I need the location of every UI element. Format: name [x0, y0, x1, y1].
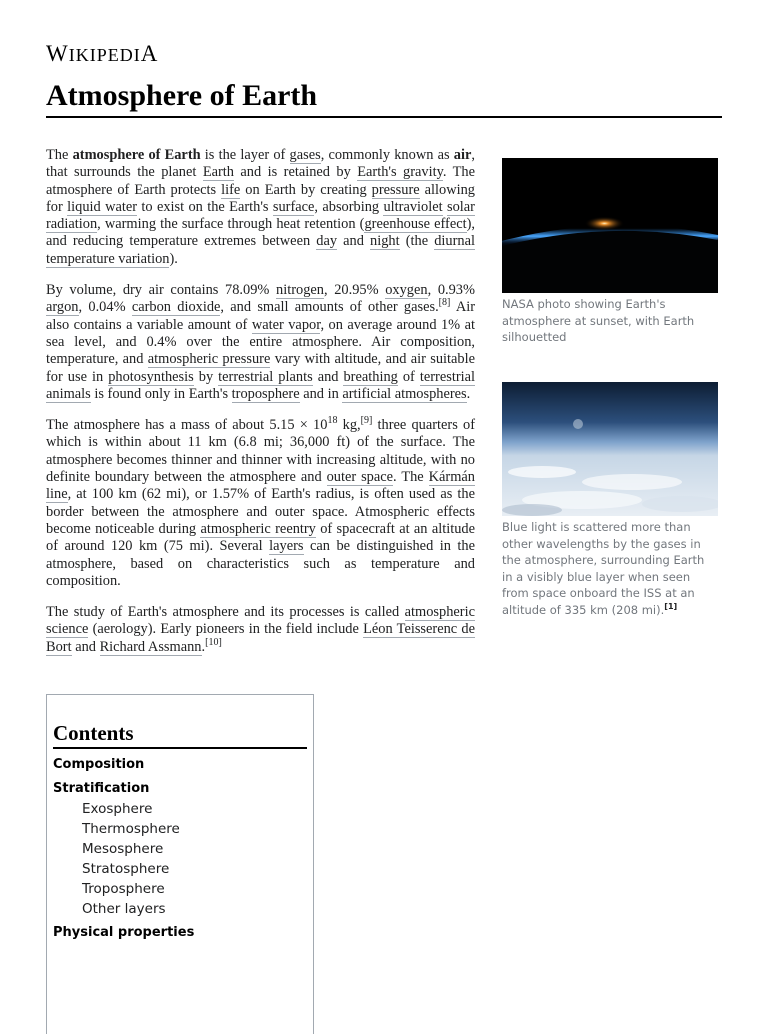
article-link[interactable]: atmospheric reentry: [200, 520, 316, 537]
toc-item-physical-properties[interactable]: Physical properties: [53, 925, 195, 940]
article-link[interactable]: terrestrial animals: [46, 368, 475, 402]
toc-list: [53, 755, 307, 943]
figure-blue-layer-caption: [502, 519, 718, 619]
toc-item-mesosphere[interactable]: Mesosphere: [82, 841, 164, 857]
article-link[interactable]: outer space: [326, 469, 394, 486]
citation-ref[interactable]: [9]: [360, 415, 373, 427]
text-run: .: [466, 385, 471, 402]
article-link[interactable]: diurnal temperature variation: [46, 233, 475, 267]
text-run: can be distinguished in the atmosphere, based on characteristics such as temperature and composition.: [46, 538, 475, 589]
wordmark-first: W: [46, 41, 69, 66]
article-link[interactable]: troposphere: [231, 385, 300, 402]
article-link[interactable]: atmospheric science: [46, 604, 475, 638]
article-link[interactable]: pressure: [371, 181, 420, 198]
article-link[interactable]: artificial atmospheres: [342, 385, 467, 402]
article-link[interactable]: Kármán line: [46, 469, 475, 503]
figure-sunset-caption: NASA photo showing Earth's atmosphere at sunset, with Earth silhouetted: [502, 297, 695, 345]
caption-text: Blue light is scattered more than other wavelengths by the gases in the atmosphere, surrounding Earth in a visibly blue layer when seen from space onboard the ISS at an altitude of 335 km (208 mi).: [502, 520, 705, 617]
text-run: and: [71, 638, 100, 655]
article-link[interactable]: life: [221, 181, 241, 198]
text-run: .: [201, 638, 206, 655]
toc-title: Contents: [53, 719, 307, 749]
article-link[interactable]: Earth's gravity: [357, 164, 443, 181]
text-run: , at 100 km (62 mi), or 1.57% of Earth's radius, is often used as the border between the atmosphere and outer space. Atmospheric effects become noticeable during: [46, 486, 475, 537]
article-body: [46, 147, 475, 670]
article-link[interactable]: terrestrial plants: [218, 368, 313, 385]
citation-ref[interactable]: [1]: [664, 602, 678, 612]
article-link[interactable]: greenhouse effect: [364, 216, 467, 233]
toc-item-stratosphere[interactable]: Stratosphere: [82, 861, 170, 877]
text-run: The: [46, 147, 73, 163]
text-run: , and small amounts of other gases.: [220, 299, 439, 316]
toc-item-other-layers[interactable]: Other layers: [82, 901, 166, 917]
text-run: . The atmosphere of Earth protects: [46, 164, 476, 198]
wordmark-last: A: [140, 41, 159, 66]
toc-item-exosphere[interactable]: Exosphere: [82, 801, 153, 817]
text-run: and is retained by: [233, 164, 358, 181]
article-link[interactable]: layers: [269, 538, 304, 555]
wordmark-rest: IKIPEDI: [68, 45, 141, 65]
text-run: Air also contains a variable amount of: [46, 299, 475, 333]
paragraph-4: [46, 604, 475, 656]
text-run: of spacecraft at an altitude of around 120 km (75 mi). Several: [46, 520, 475, 555]
toc-item-composition[interactable]: Composition: [53, 757, 145, 772]
text-run: . The: [393, 469, 429, 486]
article-link[interactable]: gases: [289, 147, 321, 163]
text-run: (aerology). Early pioneers in the field include: [88, 621, 364, 638]
paragraph-1: [46, 147, 475, 268]
article-link[interactable]: surface: [272, 198, 315, 215]
page-title: Atmosphere of Earth: [46, 76, 722, 118]
text-run: The study of Earth's atmosphere and its processes is called: [46, 604, 405, 621]
text-run: on Earth by creating: [240, 181, 372, 198]
text-run: of: [397, 368, 420, 385]
text-run: vary with altitude, and air suitable for use in: [46, 351, 475, 385]
text-run: By volume, dry air contains 78.09%: [46, 282, 277, 299]
article-link[interactable]: argon: [46, 299, 79, 316]
text-run: is the layer of: [200, 147, 290, 163]
text-run: , 0.93%: [427, 282, 475, 299]
article-link[interactable]: water vapor: [251, 316, 321, 333]
toc-item-troposphere[interactable]: Troposphere: [82, 881, 165, 897]
text-run: , absorbing: [314, 198, 384, 215]
paragraph-3: [46, 417, 475, 590]
citation-ref[interactable]: 18: [327, 415, 338, 427]
text-run: and: [337, 233, 371, 250]
bold-term: air: [453, 147, 472, 163]
paragraph-2: [46, 282, 475, 403]
citation-ref[interactable]: [8]: [438, 297, 451, 309]
text-run: , 20.95%: [323, 282, 386, 299]
article-link[interactable]: photosynthesis: [108, 368, 194, 385]
text-run: allowing for: [46, 181, 476, 215]
text-run: , commonly known as: [320, 147, 454, 163]
text-run: (the: [399, 233, 435, 250]
article-link[interactable]: breathing: [343, 368, 398, 385]
article-link[interactable]: atmospheric pressure: [147, 351, 271, 368]
text-run: three quarters of which is within about 11 km (6.8 mi; 36,000 ft) of the surface. The atmosphere becomes thinner and thinner with increasing altitude, with no definite boundary between the atmosphere and: [46, 417, 475, 486]
article-link[interactable]: day: [316, 233, 338, 250]
figure-sunset: [502, 158, 718, 346]
text-run: to exist on the Earth's: [137, 198, 273, 215]
text-run: , that surrounds the planet: [46, 147, 475, 181]
toc-item-stratification[interactable]: Stratification: [53, 781, 150, 796]
text-run: The atmosphere has a mass of about 5.15 × 10: [46, 417, 328, 434]
bold-term: atmosphere of Earth: [72, 147, 201, 163]
text-run: , 0.04%: [78, 299, 132, 316]
article-link[interactable]: carbon dioxide: [131, 299, 221, 316]
earth-sunset-image[interactable]: [502, 158, 718, 293]
article-link[interactable]: Richard Assmann: [99, 638, 202, 655]
article-link[interactable]: nitrogen: [276, 282, 324, 299]
article-link[interactable]: night: [370, 233, 400, 250]
text-run: kg,: [337, 417, 361, 434]
text-run: and in: [299, 385, 343, 402]
wikipedia-logo[interactable]: [46, 41, 158, 67]
iss-earth-image[interactable]: [502, 382, 718, 516]
figure-blue-layer: [502, 382, 718, 619]
text-run: , on average around 1% at sea level, and 0.4% over the entire atmosphere. Air composition, temperature, and: [46, 316, 476, 368]
text-run: ), and reducing temperature extremes between: [46, 216, 475, 250]
text-run: is found only in Earth's: [90, 385, 232, 402]
article-link[interactable]: liquid water: [67, 198, 138, 215]
text-run: and: [312, 368, 344, 385]
text-run: ).: [169, 250, 178, 267]
article-link[interactable]: Léon Teisserenc de Bort: [46, 621, 475, 655]
text-run: , warming the surface through heat retention (: [97, 216, 365, 233]
toc-item-thermosphere[interactable]: Thermosphere: [82, 821, 180, 837]
table-of-contents: [46, 694, 314, 1034]
article-link[interactable]: Earth: [202, 164, 234, 181]
text-run: by: [193, 368, 219, 385]
citation-ref[interactable]: [10]: [205, 636, 222, 648]
article-link[interactable]: ultraviolet: [383, 198, 443, 215]
article-link[interactable]: solar radiation: [46, 198, 475, 233]
article-link[interactable]: oxygen: [385, 282, 428, 299]
